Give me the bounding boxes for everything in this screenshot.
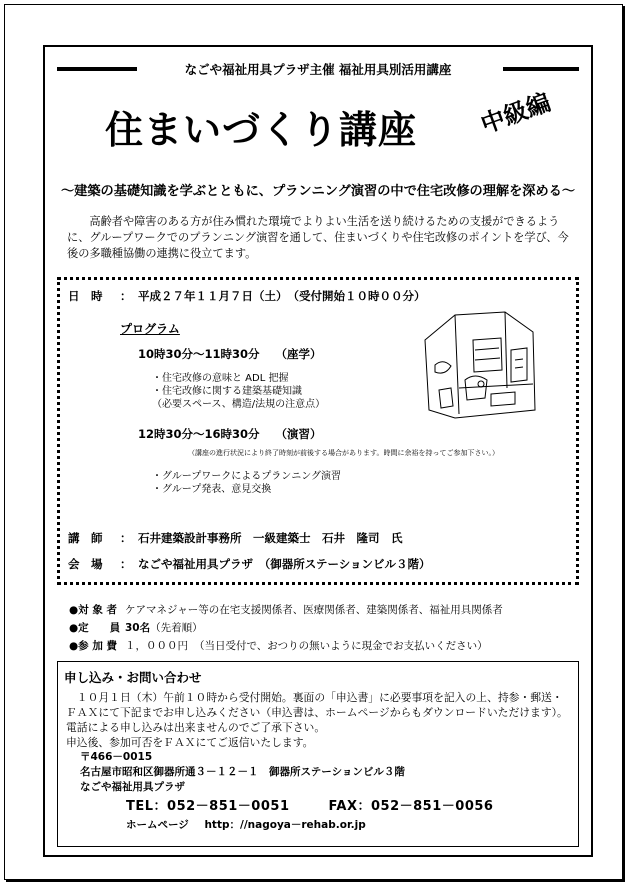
capacity-label: ●定 員 — [69, 622, 121, 634]
tel-number: TEL：052－851－0051 — [126, 799, 290, 814]
venue-value: なごや福祉用具プラザ （御器所ステーションビル３階） — [138, 557, 431, 571]
list-item: ・グループワークによるプランニング演習 — [152, 471, 341, 482]
zip-code: 〒466－0015 — [80, 751, 153, 763]
website-row — [126, 818, 572, 833]
date-row — [68, 288, 426, 304]
fee-label: ●参 加 費 — [69, 640, 117, 652]
contact-paragraph-2: 申込後、参加可否をＦＡＸにてご返信いたします。 — [66, 736, 314, 749]
contact-paragraph: １０月１日（木）午前１０時から受付開始。裏面の「申込書」に必要事項を記入の上、持参・郵送・ＦＡＸにて下記までお申し込みください（申込書は、ホームページからもダウンロードいただけます）。電話による申し込みは出来ませんのでご了承下さい。 — [66, 691, 568, 734]
session2-type: （演習） — [275, 427, 322, 441]
page-frame — [4, 4, 623, 880]
fee-suffix: （当日受付で、おつりの無いように現金でお支払いください） — [194, 640, 488, 652]
lecturer-label: 講 師 — [68, 531, 103, 545]
list-item: ・住宅改修の意味と ADL 把握 — [152, 373, 289, 384]
organization: なごや福祉用具プラザ — [80, 781, 185, 793]
session1-time: 10時30分～11時30分 — [138, 347, 260, 361]
illustration-house-interior — [415, 310, 555, 425]
list-item: ・住宅改修に関する建築基礎知識 — [152, 386, 302, 397]
website-url[interactable]: http：//nagoya－rehab.or.jp — [204, 819, 366, 831]
session1-row — [138, 346, 322, 362]
capacity-row — [69, 620, 203, 635]
website-label: ホームページ — [126, 819, 189, 831]
date-label: 日 時 — [68, 289, 103, 303]
address: 名古屋市昭和区御器所通３－１２－１ 御器所ステーションビル３階 — [80, 766, 405, 778]
fee-value: １，０００円 — [125, 640, 188, 652]
session2-note: （講座の進行状況により終了時刻が前後する場合があります。時間に余裕を持ってご参加下さい。） — [188, 449, 499, 457]
contact-box — [57, 661, 579, 847]
venue-row — [68, 556, 431, 572]
target-value: ケアマネジャー等の在宅支援関係者、医療関係者、建築関係者、福祉用具関係者 — [125, 604, 503, 616]
list-item: （必要スペース、構造/法規の注意点） — [152, 399, 326, 410]
session2-time: 12時30分～16時30分 — [138, 427, 260, 441]
page-title: 住まいづくり講座 — [105, 108, 418, 152]
lecturer-colon: ： — [120, 531, 132, 545]
phone-fax-row — [126, 799, 572, 814]
lecturer-value: 石井建築設計事務所 一級建築士 石井 隆司 氏 — [138, 531, 403, 545]
contact-heading: 申し込み・お問い合わせ — [64, 670, 202, 685]
fee-row — [69, 638, 488, 653]
venue-label: 会 場 — [68, 557, 103, 571]
session1-items — [152, 372, 325, 411]
capacity-value: 30名 — [125, 622, 151, 634]
organizer-line: なごや福祉用具プラザ主催 福祉用具別活用講座 — [184, 62, 452, 77]
target-label: ●対 象 者 — [69, 604, 117, 616]
session2-row — [138, 426, 322, 442]
intro-paragraph: 高齢者や障害のある方が住み慣れた環境でよりよい生活を送り続けるための支援ができるように、グループワークでのプランニング演習を通して、住まいづくりや住宅改修のポイントを学び、今後の多職種協働の連携に役立てます。 — [67, 215, 569, 260]
date-colon: ： — [120, 289, 132, 303]
date-value: 平成２７年１１月７日（土） （受付開始１０時００分） — [138, 289, 426, 303]
program-title: プログラム — [120, 322, 180, 336]
subtitle: ～建築の基礎知識を学ぶとともに、プランニング演習の中で住宅改修の理解を深める～ — [60, 184, 576, 199]
capacity-suffix: （先着順） — [150, 622, 203, 634]
list-item: ・グループ発表、意見交換 — [152, 484, 272, 495]
lecturer-row — [68, 530, 403, 546]
event-details-box — [57, 277, 579, 585]
session1-type: （座学） — [275, 347, 322, 361]
venue-colon: ： — [120, 557, 132, 571]
fax-number: FAX：052－851－0056 — [328, 799, 494, 814]
flyer — [43, 45, 593, 857]
intro-text — [67, 214, 579, 262]
session2-items — [152, 470, 341, 496]
contact-body — [66, 690, 572, 833]
target-row — [69, 602, 503, 617]
level-badge: 中級編 — [476, 87, 555, 139]
